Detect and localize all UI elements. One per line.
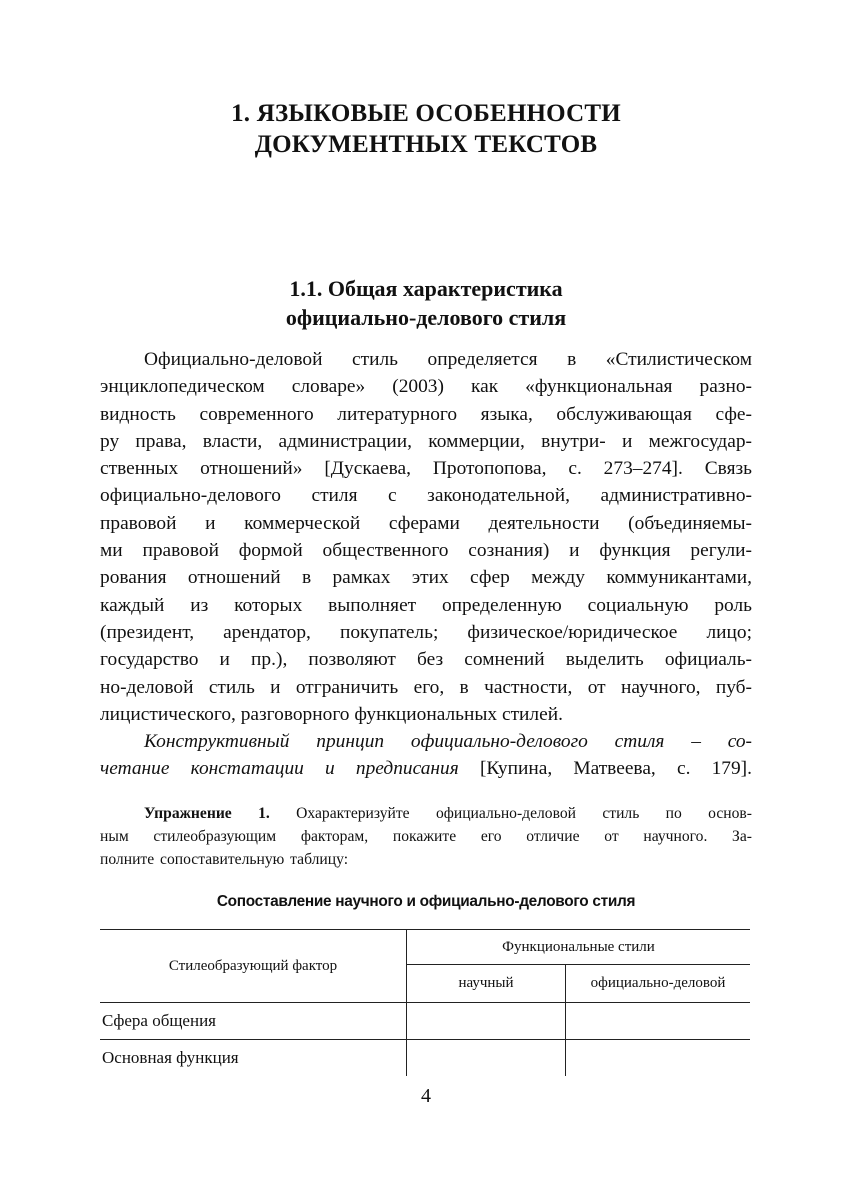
exercise-label: Упражнение 1. <box>144 805 270 822</box>
table-row <box>100 1040 750 1077</box>
paragraph-line: ру права, власти, администрации, коммерции, внутри- и межгосудар- <box>100 430 752 452</box>
paragraph-line: лицистического, разговорного функциональных стилей. <box>100 703 563 725</box>
document-page <box>100 0 752 1182</box>
paragraph-line: правовой и коммерческой сферами деятельности (объединяемы- <box>100 512 752 534</box>
exercise-line <box>100 802 752 825</box>
comparison-table <box>100 929 750 1076</box>
exercise-text: Охарактеризуйте официально-деловой стиль по основ- <box>269 805 752 822</box>
paragraph-line: (президент, арендатор, покупатель; физическое/юридическое лицо; <box>100 621 752 643</box>
paragraph-line: Официально-деловой стиль определяется в «Стилистическом <box>144 349 752 370</box>
exercise-line: ным стилеобразующим факторам, покажите его отличие от научного. За- <box>100 828 752 845</box>
paragraph-line: энциклопедическом словаре» (2003) как «функциональная разно- <box>100 376 752 398</box>
table-caption: Сопоставление научного и официально-делового стиля <box>216 893 636 910</box>
italic-principle-text: четание констатации и предписания <box>100 758 459 780</box>
chapter-title <box>100 98 752 160</box>
header-factor: Стилеобразующий фактор <box>100 930 407 1003</box>
paragraph-line: ми правовой формой общественного сознания) и функция регули- <box>100 540 752 562</box>
table-cell <box>407 1003 566 1040</box>
italic-principle-line: Конструктивный принцип официально-делового стиля – со- <box>144 731 752 753</box>
table-cell <box>566 1003 751 1040</box>
table-cell <box>407 1040 566 1077</box>
header-official-business: официально-деловой <box>566 965 751 1003</box>
page-number: 4 <box>421 1085 431 1107</box>
body-text <box>100 346 752 783</box>
section-title-line: официально-делового стиля <box>285 305 567 330</box>
header-scientific: научный <box>407 965 566 1003</box>
chapter-title-line: 1. ЯЗЫКОВЫЕ ОСОБЕННОСТИ <box>231 100 621 127</box>
paragraph-line: ственных отношений» [Дускаева, Протопопова, с. 273–274]. Связь <box>100 458 752 480</box>
section-title <box>100 274 752 332</box>
citation: [Купина, Матвеева, с. 179]. <box>458 758 752 780</box>
paragraph-line: каждый из которых выполняет определенную социальную роль <box>100 594 752 616</box>
paragraph-line: видность современного литературного языка, обслуживающая сфе- <box>100 403 752 425</box>
header-functional-styles: Функциональные стили <box>407 930 751 965</box>
paragraph-line <box>100 755 752 782</box>
row-label: Основная функция <box>100 1040 407 1077</box>
chapter-title-line: ДОКУМЕНТНЫХ ТЕКСТОВ <box>254 131 598 158</box>
table-cell <box>566 1040 751 1077</box>
paragraph-line: официально-делового стиля с законодательной, административно- <box>100 485 752 507</box>
exercise-block <box>100 802 752 871</box>
table-row <box>100 1003 750 1040</box>
exercise-line: полните сопоставительную таблицу: <box>100 851 349 868</box>
section-title-line: 1.1. Общая характеристика <box>289 276 563 301</box>
paragraph-line: рования отношений в рамках этих сфер между коммуникантами, <box>100 567 752 589</box>
paragraph-line: государство и пр.), позволяют без сомнений выделить официаль- <box>100 649 752 671</box>
row-label: Сфера общения <box>100 1003 407 1040</box>
paragraph-line: но-деловой стиль и отграничить его, в частности, от научного, пуб- <box>100 676 752 698</box>
